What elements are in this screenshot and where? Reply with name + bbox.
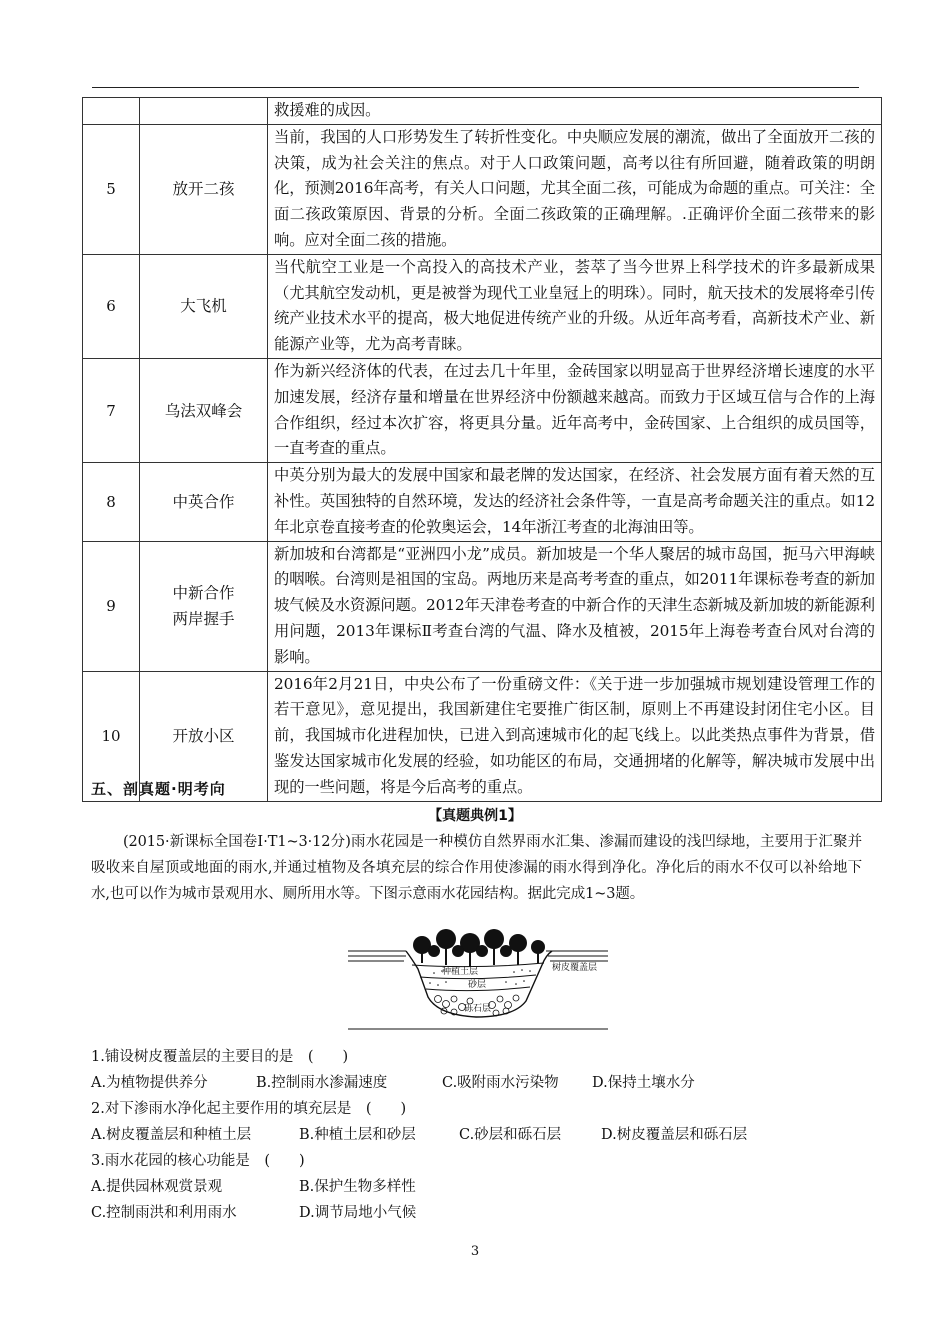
row-number: 10 bbox=[83, 671, 140, 801]
option-b[interactable]: B.控制雨水渗漏速度 bbox=[256, 1075, 388, 1091]
option-a[interactable]: A.提供园林观赏景观 bbox=[91, 1179, 223, 1195]
row-number bbox=[83, 98, 140, 125]
table-row bbox=[83, 541, 882, 671]
question-3-stem: 3.雨水花园的核心功能是 ( ) bbox=[91, 1153, 305, 1169]
table-row bbox=[83, 463, 882, 541]
option-c[interactable]: C.砂层和砾石层 bbox=[459, 1127, 562, 1143]
option-b[interactable]: B.种植土层和砂层 bbox=[299, 1127, 416, 1143]
example-title: 【真题典例1】 bbox=[428, 808, 522, 824]
rain-garden-diagram bbox=[346, 925, 610, 1033]
row-number: 6 bbox=[83, 254, 140, 358]
row-description: 作为新兴经济体的代表，在过去几十年里，金砖国家以明显高于世界经济增长速度的水平加速发展，经济存量和增量在世界经济中份额越来越高。而致力于区域互信与合作的上海合作组织，经过本次扩容，将更具分量。近年高考中，金砖国家、上合组织的成员国等，一直考查的重点。 bbox=[268, 358, 882, 462]
row-topic bbox=[140, 541, 268, 671]
row-description: 中英分别为最大的发展中国家和最老牌的发达国家，在经济、社会发展方面有着天然的互补性。英国独特的自然环境，发达的经济社会条件等，一直是高考命题关注的重点。如12年北京卷直接考查的伦敦奥运会，14年浙江考查的北海油田等。 bbox=[268, 463, 882, 541]
table-row bbox=[83, 98, 882, 125]
question-intro: (2015·新课标全国卷Ⅰ·T1~3·12分)雨水花园是一种模仿自然界雨水汇集、渗漏而建设的浅凹绿地，主要用于汇聚并吸收来自屋顶或地面的雨水,并通过植物及各填充层的综合作用使渗漏的雨水得到净化。净化后的雨水不仅可以补给地下水,也可以作为城市景观用水、厕所用水等。下图示意雨水花园结构。据此完成1~3题。 bbox=[91, 834, 862, 902]
question-2-stem: 2.对下渗雨水净化起主要作用的填充层是 ( ) bbox=[91, 1101, 407, 1117]
section-title: 五、剖真题·明考向 bbox=[91, 780, 226, 798]
option-d[interactable]: D.保持土壤水分 bbox=[592, 1075, 695, 1091]
question-1-stem: 1.铺设树皮覆盖层的主要目的是 ( ) bbox=[91, 1049, 349, 1065]
row-number: 8 bbox=[83, 463, 140, 541]
row-topic: 中英合作 bbox=[140, 463, 268, 541]
row-topic: 乌法双峰会 bbox=[140, 358, 268, 462]
row-number: 5 bbox=[83, 124, 140, 254]
topic-line: 中新合作 bbox=[172, 584, 235, 603]
label-soil: 种植土层 bbox=[442, 967, 479, 977]
table-row bbox=[83, 254, 882, 358]
table-row bbox=[83, 124, 882, 254]
row-description: 当前，我国的人口形势发生了转折性变化。中央顺应发展的潮流，做出了全面放开二孩的决策，成为社会关注的焦点。对于人口政策问题，高考以往有所回避，随着政策的明朗化，预测2016年高考，有关人口问题，尤其全面二孩，可能成为命题的重点。可关注：全面二孩政策原因、背景的分析。全面二孩政策的正确理解。.正确评价全面二孩带来的影响。应对全面二孩的措施。 bbox=[268, 124, 882, 254]
row-number: 9 bbox=[83, 541, 140, 671]
row-description: 2016年2月21日，中央公布了一份重磅文件：《关于进一步加强城市规划建设管理工作的若干意见》，意见提出，我国新建住宅要推广街区制，原则上不再建设封闭住宅小区。目前，我国城市化进程加快，已进入到高速城市化的起飞线上。以此类热点事件为背景，借鉴发达国家城市化发展的经验，如功能区的布局，交通拥堵的化解等，解决城市发展中出现的一些问题，将是今后高考的重点。 bbox=[268, 671, 882, 801]
option-d[interactable]: D.树皮覆盖层和砾石层 bbox=[601, 1127, 748, 1143]
label-sand: 砂层 bbox=[468, 980, 487, 990]
option-b[interactable]: B.保护生物多样性 bbox=[299, 1179, 416, 1195]
row-description: 当代航空工业是一个高投入的高技术产业，荟萃了当今世界上科学技术的许多最新成果（尤其航空发动机，更是被誉为现代工业皇冠上的明珠）。同时，航天技术的发展将牵引传统产业技术水平的提高，极大地促进传统产业的升级。从近年高考看，高新技术产业、新能源产业等，尤为高考青睐。 bbox=[268, 254, 882, 358]
topic-line: 两岸握手 bbox=[172, 610, 235, 629]
label-gravel: 砾石层 bbox=[464, 1004, 492, 1014]
option-a[interactable]: A.树皮覆盖层和种植土层 bbox=[91, 1127, 252, 1143]
option-c[interactable]: C.吸附雨水污染物 bbox=[442, 1075, 559, 1091]
row-topic: 开放小区 bbox=[140, 671, 268, 801]
table-row bbox=[83, 358, 882, 462]
row-description: 救援难的成因。 bbox=[268, 98, 882, 125]
question-3-options-row1 bbox=[91, 1175, 416, 1199]
page-number: 3 bbox=[470, 1244, 480, 1259]
row-topic: 大飞机 bbox=[140, 254, 268, 358]
hot-topics-table bbox=[82, 97, 882, 802]
option-c[interactable]: C.控制雨洪和利用雨水 bbox=[91, 1205, 237, 1221]
row-number: 7 bbox=[83, 358, 140, 462]
option-a[interactable]: A.为植物提供养分 bbox=[91, 1075, 208, 1091]
question-2-options bbox=[91, 1123, 747, 1147]
row-topic bbox=[140, 98, 268, 125]
question-1-options bbox=[91, 1071, 695, 1095]
row-topic: 放开二孩 bbox=[140, 124, 268, 254]
row-description: 新加坡和台湾都是“亚洲四小龙”成员。新加坡是一个华人聚居的城市岛国，扼马六甲海峡的咽喉。台湾则是祖国的宝岛。两地历来是高考考查的重点，如2011年课标卷考查的新加坡气候及水资源问题。2012年天津卷考查的中新合作的天津生态新城及新加坡的新能源利用问题，2013年课标Ⅱ考查台湾的气温、降水及植被，2015年上海卷考查台风对台湾的影响。 bbox=[268, 541, 882, 671]
option-d[interactable]: D.调节局地小气候 bbox=[299, 1205, 417, 1221]
header-rule bbox=[92, 87, 859, 88]
label-bark: 树皮覆盖层 bbox=[552, 963, 598, 973]
question-3-options-row2 bbox=[91, 1201, 416, 1225]
